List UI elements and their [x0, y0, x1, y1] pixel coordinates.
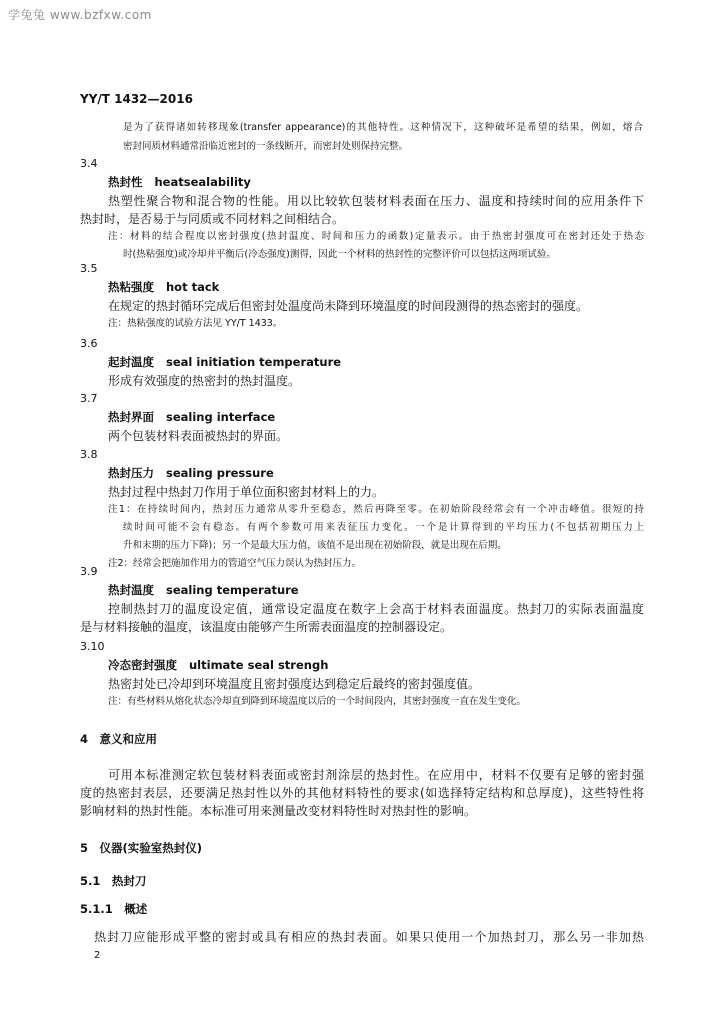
term-chinese: 热封压力	[108, 466, 154, 480]
term-number: 3.10	[80, 640, 105, 653]
standard-number: YY/T 1432—2016	[80, 92, 193, 106]
term-note-line: 注：有些材料从熔化状态冷却直到降到环境温度以后的一个时间段内，其密封强度一直在发生变化。	[108, 696, 527, 707]
subsection-heading: 5.1.1 概述	[80, 902, 148, 916]
term-chinese: 热封温度	[108, 583, 154, 597]
term-note-line: 注：材料的结合程度以密封强度(热封温度、时间和压力的函数)定量表示。由于热密封强度可在密封还处于热态	[108, 231, 644, 242]
term-number: 3.8	[80, 448, 98, 461]
term-note-line: 时(热粘强度)或冷却并平衡后(冷态强度)测得，因此一个材料的热封性的完整评价可以包括这两项试验。	[123, 249, 556, 260]
subsection-heading: 5.1 热封刀	[80, 874, 147, 888]
term-chinese: 热粘强度	[108, 280, 154, 294]
continuation-line: 密封同质材料通常沿临近密封的一条线断开，而密封处则保持完整。	[123, 141, 409, 152]
section-heading: 5 仪器(实验室热封仪)	[80, 841, 203, 855]
term-number: 3.5	[80, 262, 98, 275]
term-note-line: 注1：在持续时间内，热封压力通常从零升至稳态，然后再降至零。在初始阶段经常会有一个冲击峰值。很短的持	[108, 504, 644, 515]
term-english: hot tack	[166, 280, 220, 294]
term-heading	[108, 582, 299, 598]
term-heading	[108, 174, 251, 190]
term-note-line: 续时间可能不会有稳态。有两个参数可用来表征压力变化。一个是计算得到的平均压力(不包括初期压力上	[123, 522, 644, 533]
term-number: 3.7	[80, 392, 98, 405]
term-english: sealing temperature	[166, 583, 299, 597]
term-definition-line: 热封时，是否易于与同质或不同材料之间相结合。	[80, 212, 345, 226]
term-heading	[108, 279, 219, 295]
term-definition-line: 在规定的热封循环完成后但密封处温度尚未降到环境温度的时间段测得的热态密封的强度。	[108, 299, 589, 313]
paragraph-line: 可用本标准测定软包装材料表面或密封剂涂层的热封性。在应用中，材料不仅要有足够的密封强	[108, 768, 644, 782]
term-english: sealing interface	[166, 410, 276, 424]
term-heading	[108, 354, 341, 370]
term-number: 3.6	[80, 337, 98, 350]
continuation-line: 是为了获得诸如转移现象(transfer appearance)的其他特性。这种情况下，这种破坏是希望的结果，例如，熔合	[123, 122, 643, 133]
term-number: 3.9	[80, 565, 98, 578]
term-chinese: 起封温度	[108, 355, 154, 369]
page-number: 2	[94, 950, 101, 961]
section-heading: 4 意义和应用	[80, 732, 158, 746]
term-definition-line: 形成有效强度的热密封的热封温度。	[108, 374, 301, 388]
term-definition-line: 控制热封刀的温度设定值，通常设定温度在数字上会高于材料表面温度。热封刀的实际表面温度	[108, 602, 644, 616]
term-definition-line: 热密封处已冷却到环境温度且密封强度达到稳定后最终的密封强度值。	[108, 677, 481, 691]
term-definition-line: 热塑性聚合物和混合物的性能。用以比较软包装材料表面在压力、温度和持续时间的应用条件下	[108, 194, 644, 208]
term-number: 3.4	[80, 157, 98, 170]
term-english: ultimate seal strengh	[189, 658, 329, 672]
term-note-line: 升和末期的压力下降)；另一个是最大压力值，该值不是出现在初始阶段，就是出现在后期。	[123, 540, 507, 551]
term-english: heatsealability	[154, 175, 251, 189]
paragraph-line: 热封刀应能形成平整的密封或具有相应的热封表面。如果只使用一个加热封刀，那么另一非加热	[94, 930, 644, 944]
paragraph-line: 影响材料的热封性能。本标准可用来测量改变材料特性时对热封性的影响。	[80, 804, 477, 818]
term-english: seal initiation temperature	[166, 355, 342, 369]
paragraph-line: 度的热密封表层，还要满足热封性以外的其他材料特性的要求(如选择特定结构和总厚度)，这些特性将	[80, 786, 644, 800]
term-definition-line: 热封过程中热封刀作用于单位面积密封材料上的力。	[108, 485, 385, 499]
term-definition-line: 是与材料接触的温度，该温度由能够产生所需表面温度的控制器设定。	[80, 620, 453, 634]
term-note-line: 注2：经常会把施加作用力的管道空气压力误认为热封压力。	[108, 558, 362, 569]
term-english: sealing pressure	[166, 466, 274, 480]
term-heading	[108, 465, 274, 481]
term-note-line: 注：热粘强度的试验方法见 YY/T 1433。	[108, 318, 283, 329]
term-heading	[108, 409, 275, 425]
term-definition-line: 两个包装材料表面被热封的界面。	[108, 429, 289, 443]
term-chinese: 热封性	[108, 175, 143, 189]
term-chinese: 热封界面	[108, 410, 154, 424]
watermark: 学兔兔 www.bzfxw.com	[8, 8, 152, 22]
term-chinese: 冷态密封强度	[108, 658, 177, 672]
term-heading	[108, 657, 328, 673]
